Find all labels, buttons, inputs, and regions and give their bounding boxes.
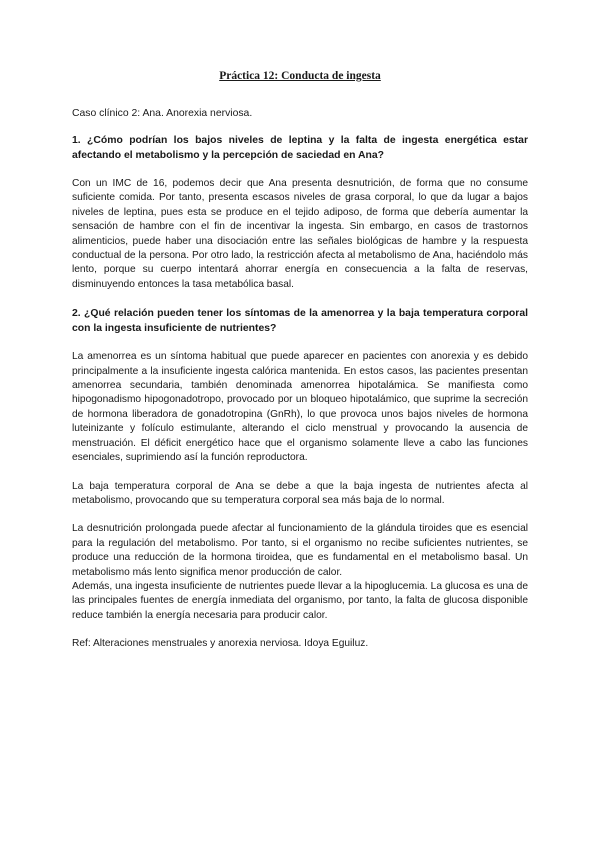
question-1: 1. ¿Cómo podrían los bajos niveles de leptina y la falta de ingesta energética estar afectando el metabolismo y la percepción de saciedad en Ana? bbox=[72, 135, 528, 161]
answer-2-paragraph-4: Además, una ingesta insuficiente de nutrientes puede llevar a la hipoglucemia. La glucosa es una de las principales fuentes de energía inmediata del organismo, por tanto, la falta de glucosa disponible reduce también la energía necesaria para producir calor. bbox=[72, 580, 528, 621]
answer-2-paragraph-2: La baja temperatura corporal de Ana se debe a que la baja ingesta de nutrientes afecta al metabolismo, provocando que su temperatura corporal sea más baja de lo normal. bbox=[72, 480, 528, 506]
case-heading: Caso clínico 2: Ana. Anorexia nerviosa. bbox=[72, 108, 253, 119]
answer-2-paragraph-1: La amenorrea es un síntoma habitual que puede aparecer en pacientes con anorexia y es debido principalmente a la insuficiente ingesta calórica mantenida. En estos casos, las pacientes presentan amenorrea secundaria, también denominada amenorrea hipotalámica. Se manifiesta como hipogonadismo hipogonadotropo, provocado por un bloqueo hipotalámico, que suprime la secreción de hormona liberadora de gonadotropina (GnRh), lo que provoca unos bajos niveles de hormona luteinizante y folículo estimulante, alterando el ciclo menstrual y provocando la ausencia de menstruación. El déficit energético hace que el organismo solamente lleve a cabo las funciones esenciales, suprimiendo así la función reproductora. bbox=[72, 351, 528, 464]
answer-1-paragraph: Con un IMC de 16, podemos decir que Ana presenta desnutrición, de forma que no consume suficiente comida. Por tanto, presenta escasos niveles de grasa corporal, lo que da lugar a bajos niveles de leptina, pues esta se produce en el tejido adiposo, de forma que debería aumentar la sensación de hambre con el fin de incentivar la ingesta. Sin embargo, en casos de trastornos alimenticios, puede haber una disociación entre las señales biológicas de hambre y la respuesta conductual de la persona. Por otro lado, la restricción afecta al metabolismo de Ana, haciéndolo más lento, porque su cuerpo intentará ahorrar energía en consecuencia a la falta de reservas, disminuyendo entonces la tasa metabólica basal. bbox=[72, 178, 528, 290]
document-page bbox=[72, 68, 528, 652]
question-2: 2. ¿Qué relación pueden tener los síntomas de la amenorrea y la baja temperatura corporal con la ingesta insuficiente de nutrientes? bbox=[72, 308, 528, 335]
document-title: Práctica 12: Conducta de ingesta bbox=[219, 70, 381, 82]
answer-2-paragraph-3: La desnutrición prolongada puede afectar al funcionamiento de la glándula tiroides que es esencial para la regulación del metabolismo. Por tanto, si el organismo no recibe suficientes nutrientes, se produce una reducción de la hormona tiroidea, que es fundamental en el metabolismo basal. Un metabolismo más lento significa menor producción de calor. bbox=[72, 523, 528, 578]
reference-line: Ref: Alteraciones menstruales y anorexia nerviosa. Idoya Eguiluz. bbox=[72, 638, 369, 650]
